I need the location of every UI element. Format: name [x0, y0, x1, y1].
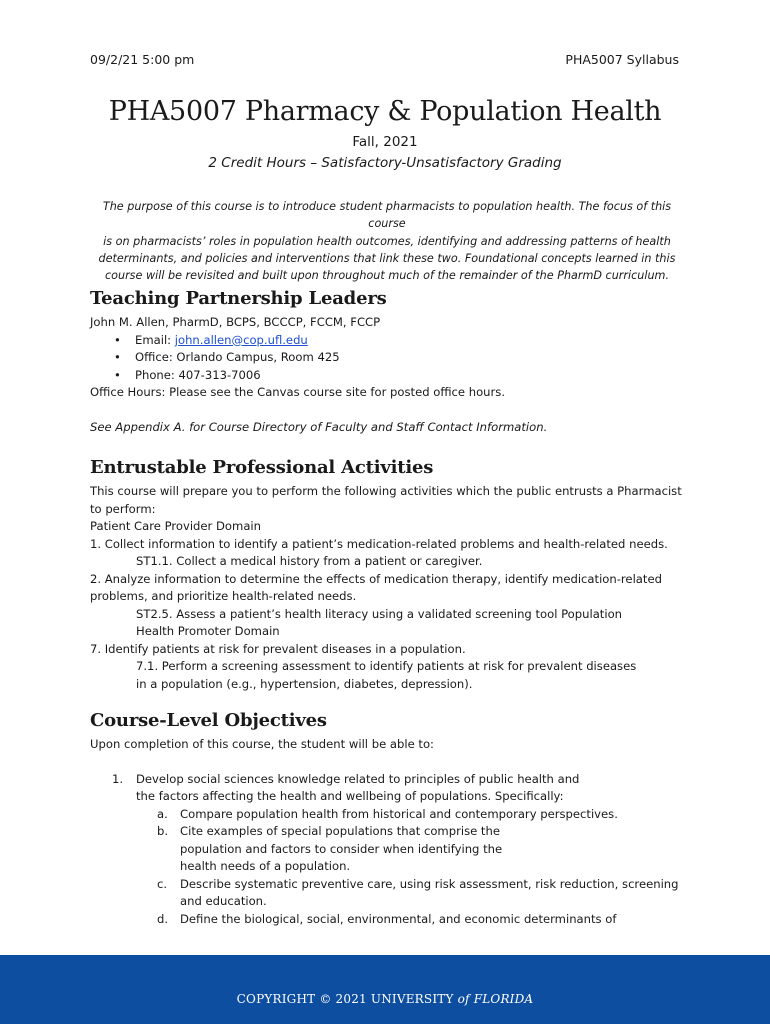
epa-intro: This course will prepare you to perform the following activities which the public entrusts a Pharmacist to perform:: [90, 484, 682, 516]
objective-1-line: the factors affecting the health and wellbeing of populations. Specifically:: [136, 789, 564, 803]
epa-domain: Patient Care Provider Domain: [90, 519, 261, 533]
sub-text: Cite examples of special populations that comprise the population and factors to consider when identifying the health needs of a population.: [180, 824, 503, 873]
objective-1a: [90, 806, 690, 824]
epa-item-2: 2. Analyze information to determine the effects of medication therapy, identify medication-related problems, and prioritize health-related needs.: [90, 571, 662, 603]
copyright: [0, 992, 770, 1006]
objective-1-line: Develop social sciences knowledge related to principles of public health and: [136, 771, 580, 786]
objective-1b: [90, 823, 620, 876]
epa-heading: Entrustable Professional Activities: [90, 457, 434, 478]
appendix-note: See Appendix A. for Course Directory of Faculty and Staff Contact Information.: [90, 419, 548, 434]
leader-phone: [90, 367, 690, 385]
objective-1c: [90, 876, 685, 911]
leader-office: [90, 349, 690, 367]
email-link[interactable]: john.allen@cop.ufl.edu: [174, 332, 308, 347]
sub-text: Describe systematic preventive care, using risk assessment, risk reduction, screening and education.: [180, 876, 679, 908]
objective-number: 1.: [112, 771, 124, 786]
office-hours: Office Hours: Please see the Canvas course site for posted office hours.: [90, 385, 506, 399]
bullet-icon: •: [114, 332, 121, 347]
office-text: Office: Orlando Campus, Room 425: [135, 350, 340, 364]
objective-1d: [90, 911, 690, 929]
epa-item-2-sub: ST2.5. Assess a patient’s health literacy using a validated screening tool Population Health Promoter Domain: [136, 606, 623, 638]
sub-letter: c.: [157, 876, 168, 891]
email-label: Email:: [135, 332, 175, 347]
purpose-statement: [92, 198, 682, 284]
university-name: of FLORIDA: [457, 992, 534, 1006]
footer-bar: [0, 955, 770, 1024]
objectives-intro: Upon completion of this course, the student will be able to:: [90, 737, 434, 751]
leader-email: [90, 332, 690, 350]
leaders-section: [90, 288, 690, 436]
header-course-ref: PHA5007 Syllabus: [565, 52, 679, 67]
copyright-text: COPYRIGHT © 2021 UNIVERSITY: [236, 992, 458, 1006]
purpose-line: The purpose of this course is to introduce student pharmacists to population health. The focus of this course: [102, 200, 672, 231]
term: Fall, 2021: [352, 134, 418, 150]
purpose-line: course will be revisited and built upon throughout much of the remainder of the PharmD curriculum.: [105, 269, 669, 283]
purpose-line: is on pharmacists’ roles in population health outcomes, identifying and addressing patterns of health: [103, 234, 671, 248]
bullet-icon: •: [114, 350, 121, 364]
page-title: PHA5007 Pharmacy & Population Health: [108, 96, 662, 127]
header-date: 09/2/21 5:00 pm: [90, 52, 195, 67]
credit-line: 2 Credit Hours – Satisfactory-Unsatisfactory Grading: [208, 155, 562, 171]
leader-name: John M. Allen, PharmD, BCPS, BCCCP, FCCM, FCCP: [90, 315, 381, 329]
epa-item-1: 1. Collect information to identify a patient’s medication-related problems and health-related needs.: [90, 536, 668, 551]
objectives-heading: Course-Level Objectives: [90, 710, 327, 731]
objectives-section: [90, 710, 690, 928]
sub-text: Compare population health from historical and contemporary perspectives.: [180, 806, 618, 821]
sub-letter: a.: [157, 806, 168, 821]
epa-section: [90, 457, 690, 693]
epa-item-1-sub: ST1.1. Collect a medical history from a patient or caregiver.: [136, 554, 483, 568]
phone-text: Phone: 407-313-7006: [135, 367, 261, 382]
leaders-heading: Teaching Partnership Leaders: [90, 288, 387, 309]
purpose-line: determinants, and policies and interventions that link these two. Foundational concepts learned in this: [98, 251, 676, 265]
sub-letter: b.: [157, 824, 169, 838]
bullet-icon: •: [114, 367, 121, 382]
epa-item-7-sub: 7.1. Perform a screening assessment to identify patients at risk for prevalent diseases in a population (e.g., hypertension, diabetes, depression).: [136, 659, 637, 691]
sub-letter: d.: [157, 911, 169, 926]
sub-text: Define the biological, social, environmental, and economic determinants of: [180, 911, 617, 926]
epa-item-7: 7. Identify patients at risk for prevalent diseases in a population.: [90, 641, 466, 656]
objective-1: [90, 771, 690, 806]
